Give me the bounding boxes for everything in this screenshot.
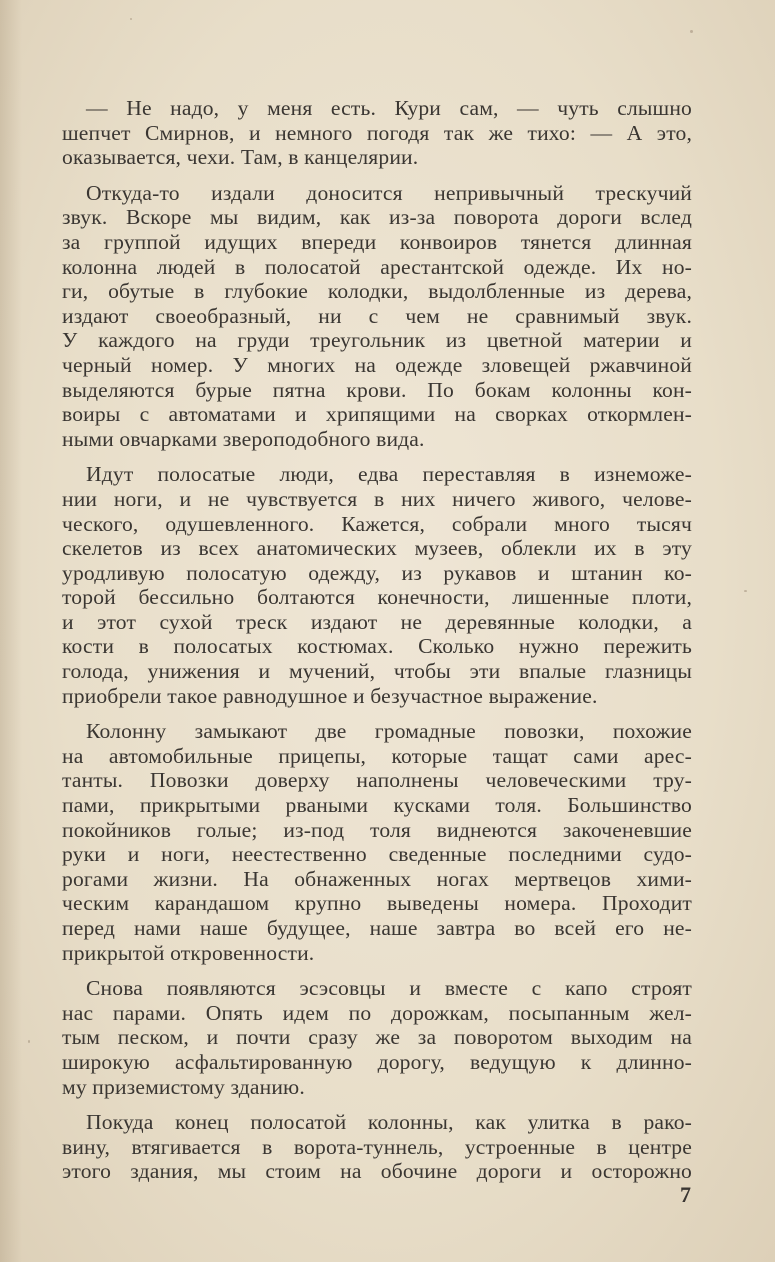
paper-speck [690, 30, 693, 33]
text-line: Покуда конец полосатой колонны, как улитка в рако- [86, 1110, 692, 1135]
paper-speck [130, 18, 132, 20]
text-line: Колонну замыкают две громадные повозки, похожие [86, 719, 692, 744]
paragraph-3 [62, 462, 692, 708]
text-line: руки и ноги, неестественно сведенные последними судо- [62, 842, 692, 867]
text-line: и этот сухой треск издают не деревянные колодки, а [62, 609, 692, 634]
text-line: нии ноги, и не чувствуется в них ничего живого, челове- [62, 486, 692, 511]
text-line: прикрытой откровенности. [62, 940, 315, 965]
text-line: ческим карандашом крупно выведены номера. Проходит [62, 891, 692, 916]
text-line: Идут полосатые люди, едва переставляя в изнеможе- [86, 462, 692, 487]
text-line: выделяются бурые пятна крови. По бокам колонны кон- [62, 377, 692, 402]
text-line: воиры с автоматами и хрипящими на сворках откормлен- [62, 402, 692, 427]
text-line: вину, втягивается в ворота-туннель, устроенные в центре [62, 1134, 692, 1159]
text-line: ческого, одушевленного. Кажется, собрали много тысяч [62, 511, 692, 536]
text-line: ги, обутые в глубокие колодки, выдолбленные из дерева, [62, 279, 692, 304]
text-line: ными овчарками звероподобного вида. [62, 426, 425, 451]
paragraph-2 [62, 181, 692, 452]
page-number: 7 [680, 1182, 691, 1207]
text-line: танты. Повозки доверху наполнены человеческими тру- [62, 768, 692, 793]
text-line: рогами жизни. На обнаженных ногах мертвецов хими- [62, 866, 692, 891]
text-line: издают своеобразный, ни с чем не сравнимый звук. [62, 303, 692, 328]
text-line: этого здания, мы стоим на обочине дороги и осторожно [62, 1159, 692, 1184]
paragraph-1 [62, 96, 692, 170]
text-line: — Не надо, у меня есть. Кури сам, — чуть слышно [86, 96, 692, 120]
text-line: колонна людей в полосатой арестантской одежде. Их но- [62, 254, 692, 279]
text-line: кости в полосатых костюмах. Сколько нужно пережить [62, 634, 692, 659]
paragraph-5 [62, 976, 692, 1099]
text-line: му приземистому зданию. [62, 1074, 305, 1099]
text-line: широкую асфальтированную дорогу, ведущую к длинно- [62, 1049, 692, 1074]
text-line: черный номер. У многих на одежде зловещей ржавчиной [62, 352, 692, 377]
paragraph-6 [62, 1110, 692, 1184]
text-line: за группой идущих впереди конвоиров тянется длинная [62, 229, 692, 254]
text-line: У каждого на груди треугольник из цветной материи и [62, 328, 692, 353]
text-line: перед нами наше будущее, наше завтра во всей его не- [62, 916, 692, 940]
text-line: Откуда-то издали доносится непривычный трескучий [86, 180, 692, 205]
text-line: тым песком, и почти сразу же за поворотом выходим на [62, 1025, 692, 1050]
paragraph-4 [62, 719, 692, 965]
paper-speck [28, 1040, 30, 1043]
text-line: покойников голые; из-под толя виднеются закоченевшие [62, 817, 692, 842]
text-line: приобрели такое равнодушное и безучастное выражение. [62, 683, 598, 708]
text-line: оказывается, чехи. Там, в канцелярии. [62, 145, 419, 170]
paper-speck [744, 590, 747, 592]
text-line: пами, прикрытыми рваными кусками толя. Большинство [62, 793, 692, 818]
text-line: голода, унижения и мучений, чтобы эти впалые глазницы [62, 659, 692, 684]
text-line: звук. Вскоре мы видим, как из-за поворота дороги вслед [62, 205, 692, 230]
text-line: скелетов из всех анатомических музеев, облекли их в эту [62, 536, 692, 561]
text-line: Снова появляются эсэсовцы и вместе с капо строят [86, 976, 692, 1001]
body-text [62, 96, 692, 1195]
text-line: нас парами. Опять идем по дорожкам, посыпанным жел- [62, 1000, 692, 1025]
text-line: уродливую полосатую одежду, из рукавов и штанин ко- [62, 560, 692, 585]
text-line: торой бессильно болтаются конечности, лишенные плоти, [62, 585, 692, 610]
text-line: на автомобильные прицепы, которые тащат сами арес- [62, 743, 692, 768]
text-line: шепчет Смирнов, и немного погодя так же тихо: — А это, [62, 120, 692, 145]
